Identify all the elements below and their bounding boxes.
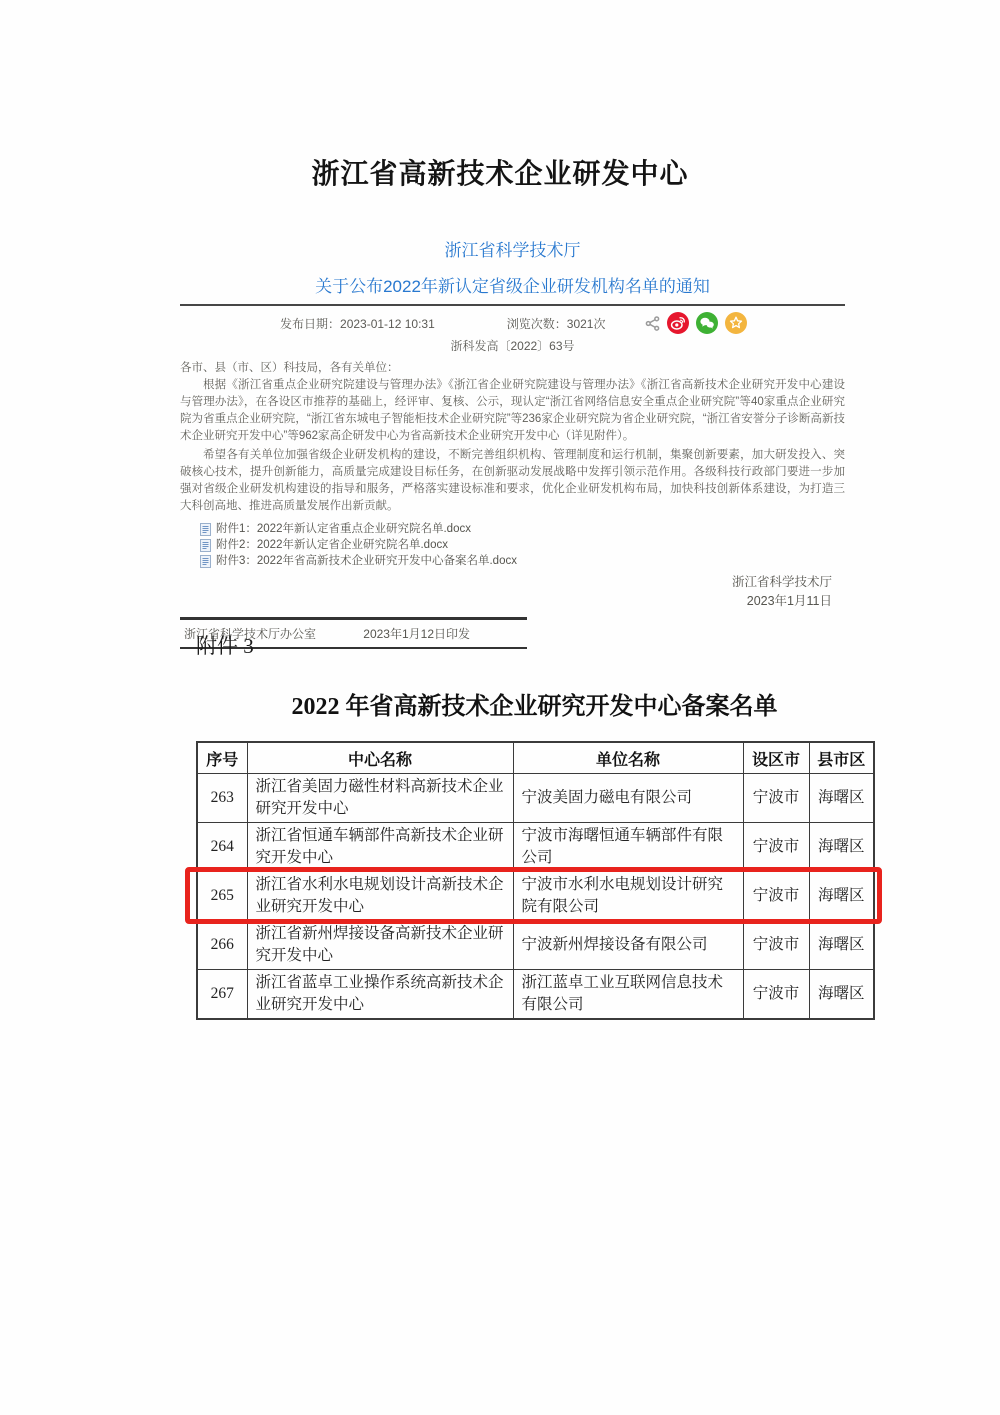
publish-date-value: 2023-01-12 10:31 — [340, 316, 435, 331]
cell-district: 海曙区 — [809, 921, 874, 970]
header-no: 序号 — [197, 742, 247, 774]
doc-attachment-icon — [200, 523, 211, 536]
salutation: 各市、县（市、区）科技局，各有关单位： — [180, 362, 399, 374]
record-table-wrap — [196, 741, 873, 1020]
cell-company: 宁波市水利水电规划设计研究院有限公司 — [513, 872, 743, 921]
appendix-table-title: 2022 年省高新技术企业研究开发中心备案名单 — [291, 694, 778, 720]
table-row — [197, 872, 874, 921]
publish-date — [280, 315, 435, 332]
cell-no: 264 — [197, 823, 247, 872]
record-table — [196, 741, 875, 1020]
publish-date-label: 发布日期： — [280, 316, 341, 331]
attachment-text: 附件3：2022年省高新技术企业研究开发中心备案名单.docx — [216, 555, 517, 567]
cell-district: 海曙区 — [809, 774, 874, 823]
doc-attachment-icon — [200, 555, 211, 568]
doc-attachment-icon — [200, 539, 211, 552]
cell-no: 263 — [197, 774, 247, 823]
wechat-icon[interactable] — [696, 312, 718, 334]
attachment-link[interactable] — [200, 521, 845, 537]
signature-date: 2023年1月11日 — [746, 594, 832, 608]
cell-center: 浙江省水利水电规划设计高新技术企业研究开发中心 — [247, 872, 513, 921]
signature-block — [180, 573, 845, 611]
attachment-link[interactable] — [200, 537, 845, 553]
cell-center: 浙江省美固力磁性材料高新技术企业研究开发中心 — [247, 774, 513, 823]
meta-row — [180, 310, 845, 336]
cell-company: 浙江蓝卓工业互联网信息技术有限公司 — [513, 970, 743, 1020]
view-count-value: 3021次 — [566, 316, 606, 331]
cell-company: 宁波新州焊接设备有限公司 — [513, 921, 743, 970]
cell-district: 海曙区 — [809, 970, 874, 1020]
cell-no: 267 — [197, 970, 247, 1020]
body-paragraph-2: 希望各有关单位加强省级企业研发机构的建设，不断完善组织机构、管理制度和运行机制，集聚创新要素，加大研发投入、突破核心技术，提升创新能力，高质量完成建设目标任务，在创新驱动发展战略中发挥引领示范作用。各级科技行政部门要进一步加强对省级企业研发机构建设的指导和服务，严格落实建设标准和要求，优化企业研发机构布局，加快科技创新体系建设，为打造三大科创高地、推进高质量发展作出新贡献。 — [180, 449, 845, 512]
attachment-link[interactable] — [200, 553, 845, 569]
header-company-name: 单位名称 — [513, 742, 743, 774]
view-count — [507, 315, 606, 332]
table-header-row — [197, 742, 874, 774]
notice-title-link[interactable]: 关于公布2022年新认定省级企业研发机构名单的通知 — [315, 277, 710, 296]
signature-org: 浙江省科学技术厅 — [731, 575, 832, 589]
org-link[interactable]: 浙江省科学技术厅 — [444, 241, 581, 260]
record-table-body — [197, 774, 874, 1020]
appendix-section — [196, 630, 873, 1020]
cell-city: 宁波市 — [743, 823, 809, 872]
cell-district: 海曙区 — [809, 823, 874, 872]
cell-city: 宁波市 — [743, 774, 809, 823]
body-paragraph-1: 根据《浙江省重点企业研究院建设与管理办法》《浙江省企业研究院建设与管理办法》《浙江省高新技术企业研究开发中心建设与管理办法》，在各设区市推荐的基础上，经评审、复核、公示，现认定“浙江省网络信息安全重点企业研究院”等40家重点企业研究院为省重点企业研究院，“浙江省东城电子智能柜技术企业研究院”等236家企业研究院为省企业研究院，“浙江省安誉分子诊断高新技术企业研究开发中心”等962家高企研发中心为省高新技术企业研究开发中心（详见附件）。 — [180, 379, 845, 442]
view-count-label: 浏览次数： — [506, 316, 567, 331]
table-row — [197, 970, 874, 1020]
share-icons — [645, 312, 747, 334]
cell-company: 宁波市海曙恒通车辆部件有限公司 — [513, 823, 743, 872]
footer-print-date: 2023年1月12日印发 — [363, 627, 470, 641]
footer-office: 浙江省科学技术厅办公室 — [184, 627, 317, 641]
share-nodes-icon[interactable] — [645, 316, 660, 331]
header-divider — [180, 304, 845, 306]
weibo-icon[interactable] — [667, 312, 689, 334]
table-row — [197, 921, 874, 970]
cell-no: 265 — [197, 872, 247, 921]
header-center-name: 中心名称 — [247, 742, 513, 774]
appendix-label: 附件 3 — [196, 634, 254, 658]
cell-center: 浙江省新州焊接设备高新技术企业研究开发中心 — [247, 921, 513, 970]
attachment-list — [180, 521, 845, 569]
attachment-text: 附件2：2022年新认定省企业研究院名单.docx — [216, 539, 448, 551]
cell-district: 海曙区 — [809, 872, 874, 921]
page-title: 浙江省高新技术企业研发中心 — [311, 158, 689, 189]
document-number: 浙科发高〔2022〕63号 — [450, 339, 575, 353]
cell-center: 浙江省蓝卓工业操作系统高新技术企业研究开发中心 — [247, 970, 513, 1020]
table-row — [197, 774, 874, 823]
cell-company: 宁波美固力磁电有限公司 — [513, 774, 743, 823]
cell-city: 宁波市 — [743, 921, 809, 970]
cell-city: 宁波市 — [743, 872, 809, 921]
notice-screenshot — [180, 240, 845, 649]
cell-center: 浙江省恒通车辆部件高新技术企业研究开发中心 — [247, 823, 513, 872]
star-favorite-icon[interactable] — [725, 312, 747, 334]
table-row — [197, 823, 874, 872]
cell-no: 266 — [197, 921, 247, 970]
header-city: 设区市 — [743, 742, 809, 774]
attachment-text: 附件1：2022年新认定省重点企业研究院名单.docx — [216, 523, 471, 535]
header-district: 县市区 — [809, 742, 874, 774]
cell-city: 宁波市 — [743, 970, 809, 1020]
